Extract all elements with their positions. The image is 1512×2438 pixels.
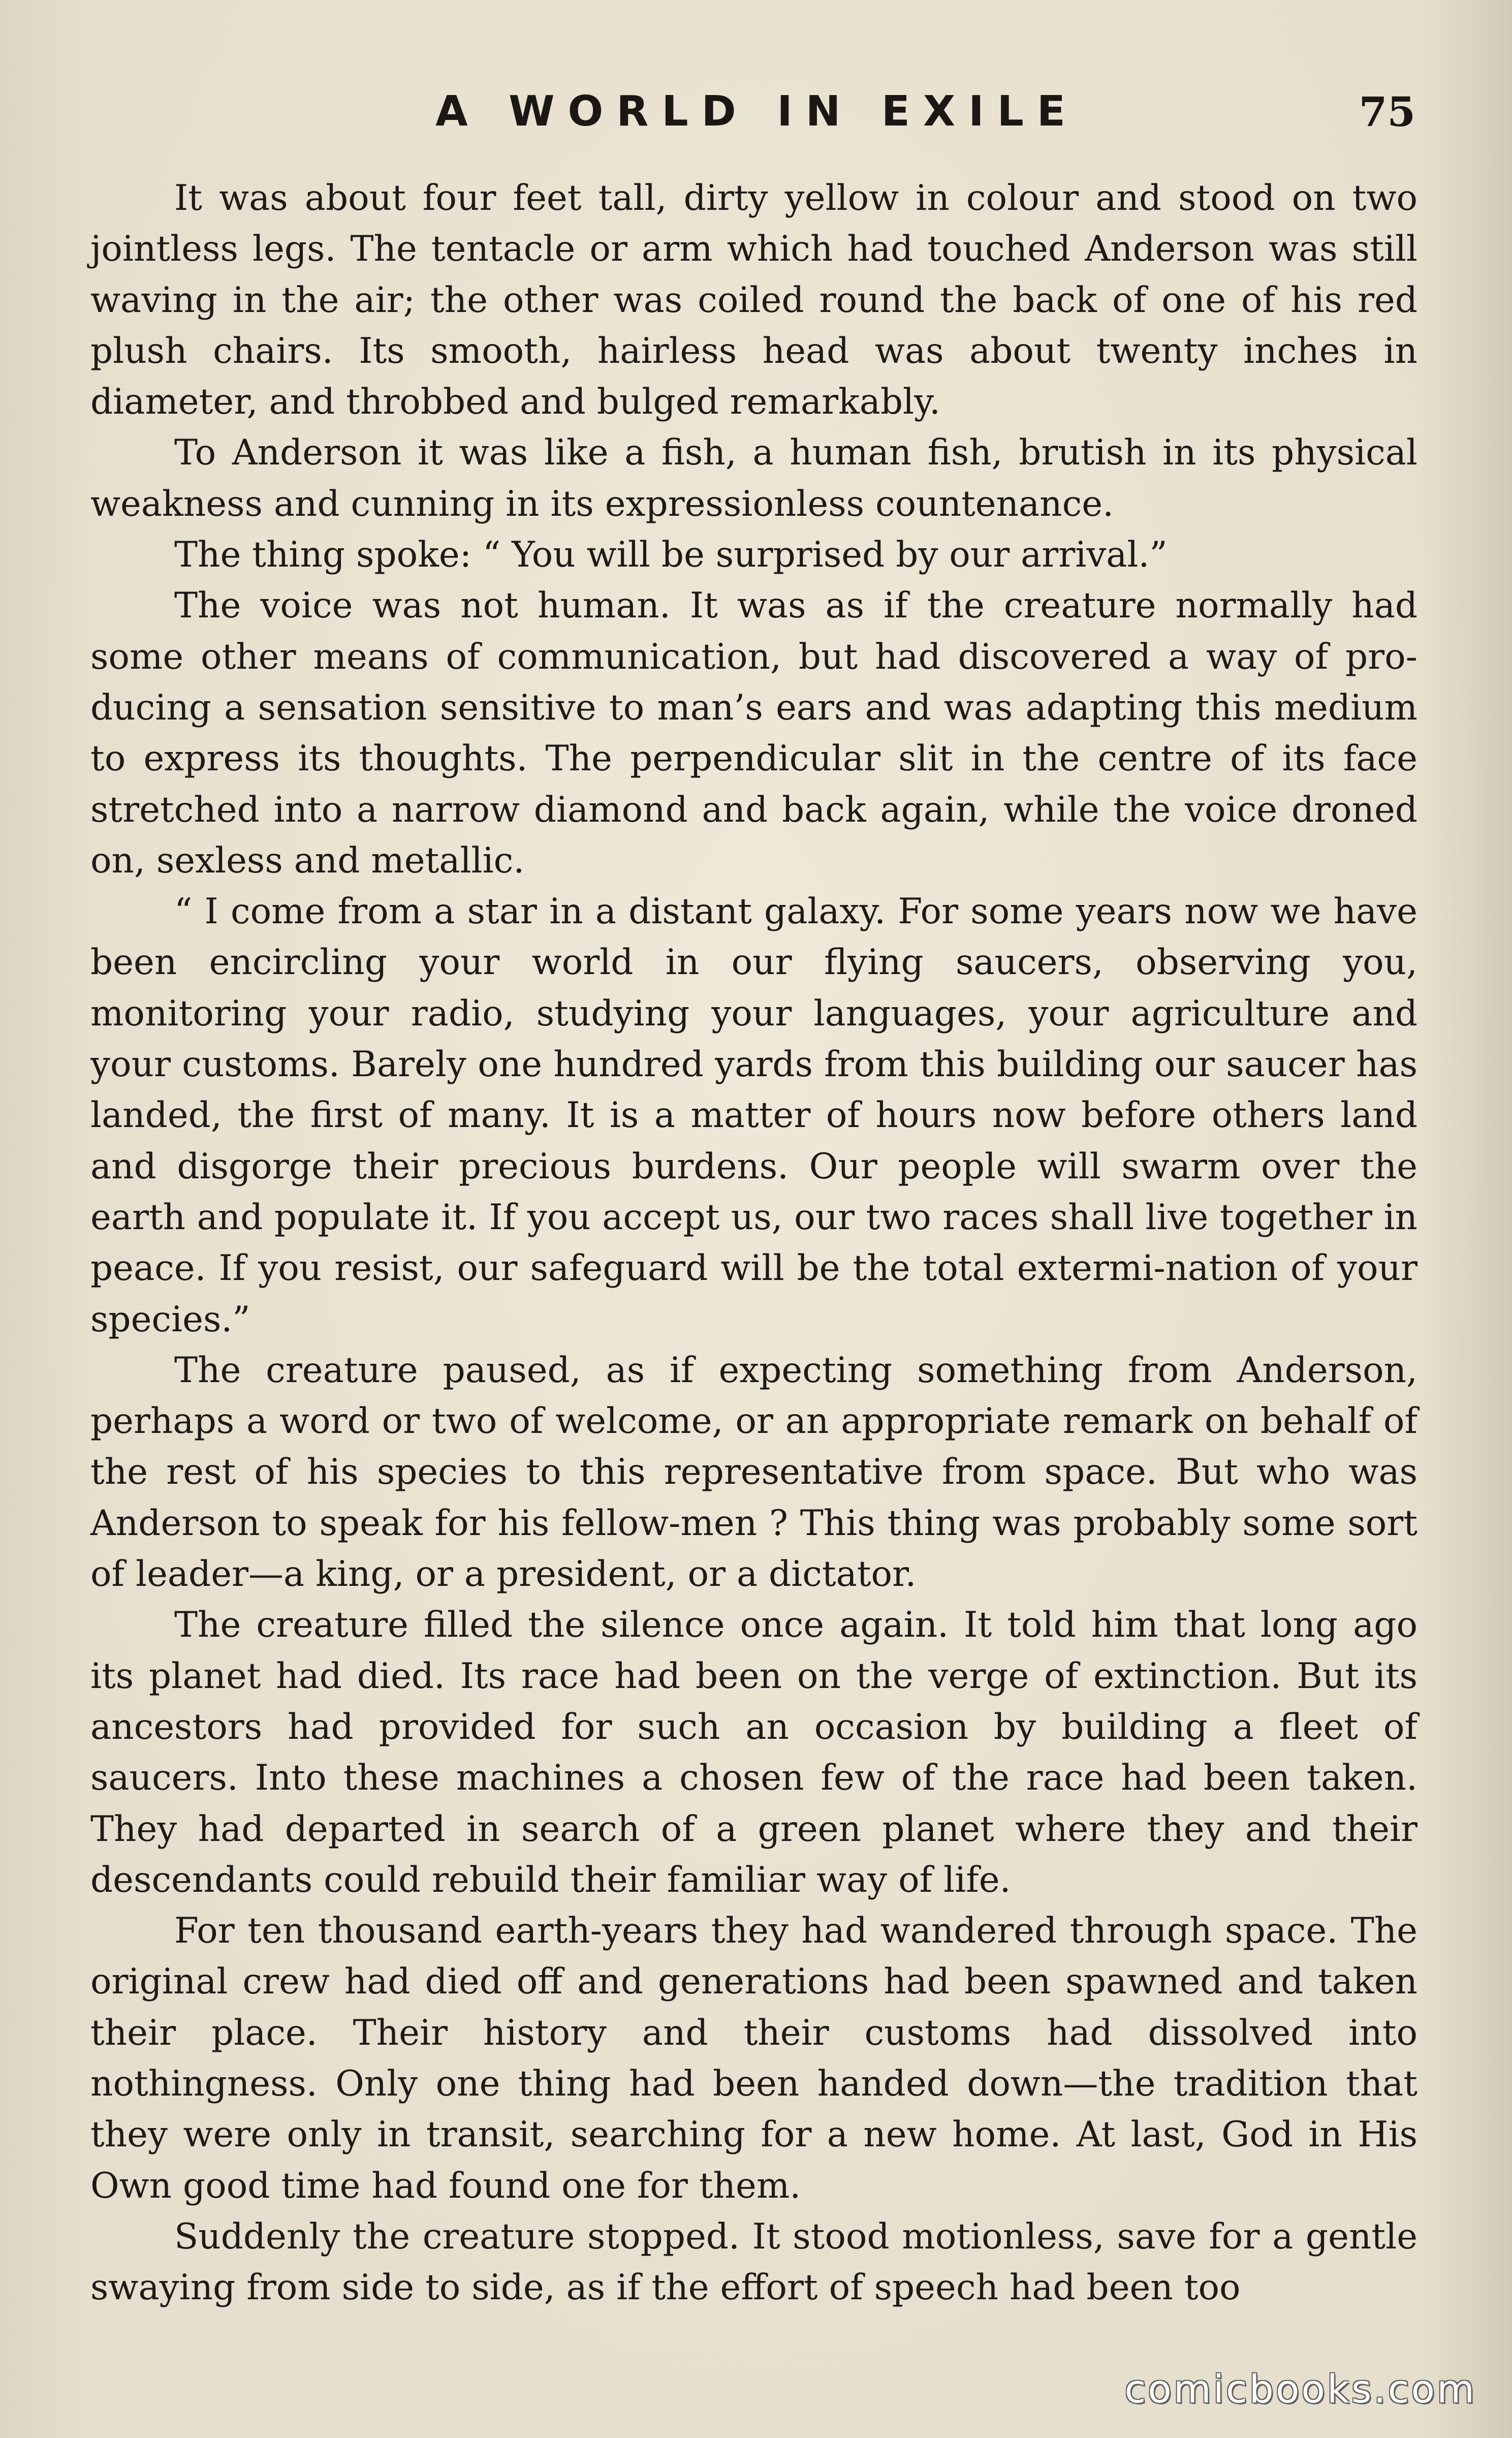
book-title: A WORLD IN EXILE <box>435 87 1079 136</box>
paragraph: Suddenly the creature stopped. It stood motionless, save for a gentle swaying from side to side, as if the effort of speech had been too <box>90 2216 1418 2308</box>
body-text <box>90 173 1418 2313</box>
paragraph: The creature filled the silence once again. It told him that long ago its planet had died. Its race had been on the verge of extinction. But its ancestors had provided for such an occasion by building a fleet of saucers. Into these machines a chosen few of the race had been taken. They had departed in search of a green planet where they and their descendants could rebuild their familiar way of life. <box>90 1605 1418 1900</box>
paragraph: The thing spoke: “ You will be surprised by our arrival.” <box>174 535 1168 576</box>
watermark: comicbooks.com <box>1124 2366 1476 2412</box>
paragraph: To Anderson it was like a fish, a human fish, brutish in its physical weakness and cunning in its expressionless countenance. <box>90 432 1418 524</box>
paragraph: The creature paused, as if expecting something from Anderson, perhaps a word or two of welcome, or an appropriate remark on behalf of the rest of his species to this representative from space. But who was Anderson to speak for his fellow-men ? This thing was probably some sort of leader—a king, or a president, or a dictator. <box>90 1350 1418 1595</box>
page-number: 75 <box>1359 88 1415 136</box>
paragraph: “ I come from a star in a distant galaxy. For some years now we have been encircling your world in our flying saucers, observing you, monitoring your radio, studying your languages, your agriculture and your customs. Barely one hundred yards from this building our saucer has landed, the first of many. It is a matter of hours now before others land and disgorge their precious burdens. Our people will swarm over the earth and populate it. If you accept us, our two races shall live together in peace. If you resist, our safeguard will be the total extermi-nation of your species.” <box>90 891 1418 1340</box>
running-head <box>0 81 1512 142</box>
paragraph: It was about four feet tall, dirty yellow in colour and stood on two jointless legs. The tentacle or arm which had touched Anderson was still waving in the air; the other was coiled round the back of one of his red plush chairs. Its smooth, hairless head was about twenty inches in diameter, and throbbed and bulged remarkably. <box>90 178 1418 423</box>
paragraph: The voice was not human. It was as if the creature normally had some other means of communication, but had discovered a way of pro-ducing a sensation sensitive to man’s ears and was adapting this medium to express its thoughts. The perpendicular slit in the centre of its face stretched into a narrow diamond and back again, while the voice droned on, sexless and metallic. <box>90 585 1418 881</box>
paragraph: For ten thousand earth-years they had wandered through space. The original crew had died off and generations had been spawned and taken their place. Their history and their customs had dissolved into nothingness. Only one thing had been handed down—the tradition that they were only in transit, searching for a new home. At last, God in His Own good time had found one for them. <box>90 1911 1418 2206</box>
